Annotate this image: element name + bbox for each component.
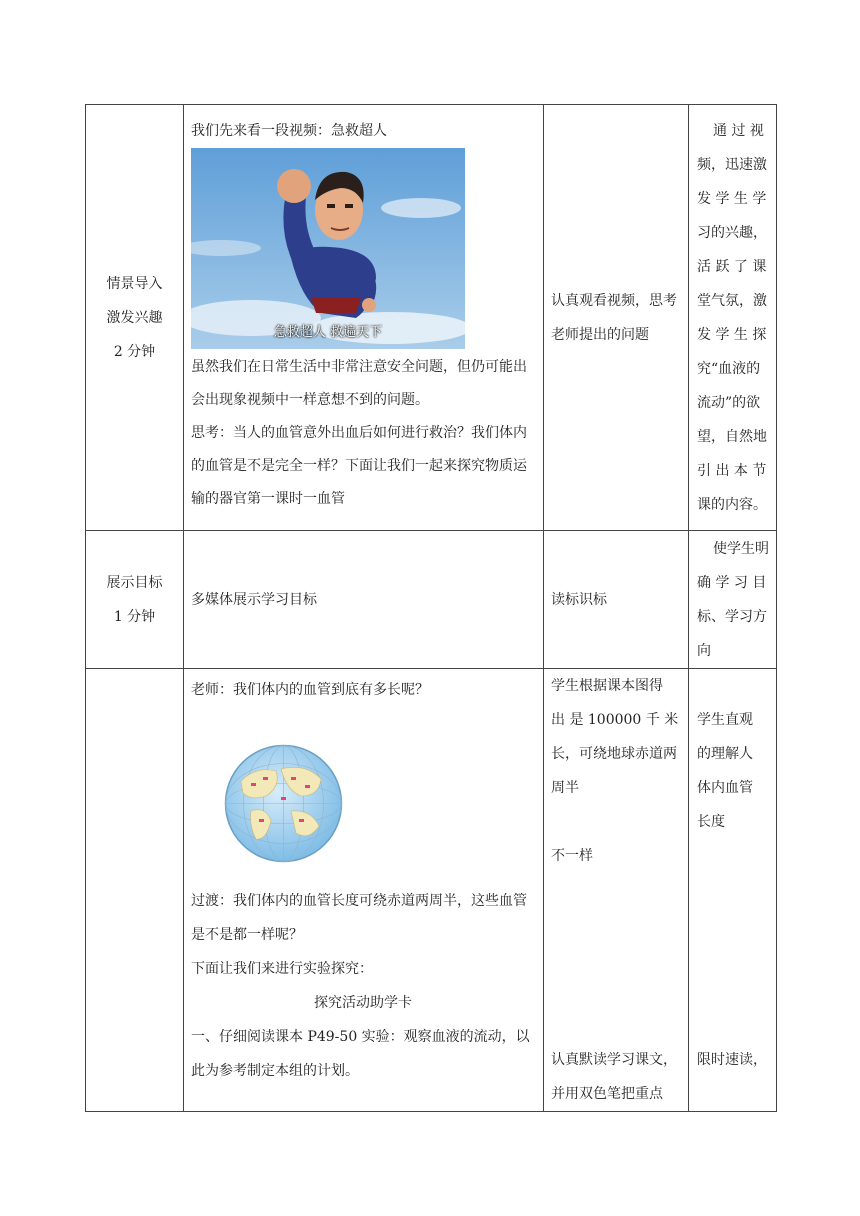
content-text: 虽然我们在日常生活中非常注意安全问题，但仍可能出会出现象视频中一样意想不到的问题。: [191, 359, 527, 408]
design-cell: [689, 105, 777, 531]
student-text: 并用双色笔把重点: [551, 1086, 663, 1102]
student-text: 认真默读学习课文，: [551, 1052, 677, 1068]
image-caption: 急救超人 救遍天下: [273, 325, 383, 340]
globe-image: [221, 741, 346, 866]
design-text: 流动”的欲: [697, 394, 761, 411]
design-text: 堂气氛，激: [697, 292, 767, 309]
stage-time: 2 分钟: [113, 343, 156, 360]
design-text: 课的内容。: [697, 496, 767, 513]
design-text: 体内血管: [697, 780, 753, 796]
design-text: 向: [697, 642, 711, 659]
design-text: 通 过 视: [713, 122, 764, 139]
content-text: 我们先来看一段视频：急救超人: [191, 123, 387, 139]
content-text: 老师：我们体内的血管到底有多长呢？: [191, 682, 429, 698]
design-text: 望，自然地: [697, 428, 767, 445]
content-text: 过渡：我们体内的血管长度可绕赤道两周半，这些血管是不是都一样呢？: [191, 893, 527, 943]
design-text: 习的兴趣，: [697, 224, 767, 241]
content-cell: [184, 105, 544, 531]
design-text: 频，迅速激: [697, 156, 767, 173]
design-text: 使学生明: [713, 540, 769, 557]
design-text: 究“血液的: [697, 360, 761, 377]
lesson-plan-table: [85, 104, 777, 1112]
table-row: [86, 105, 777, 531]
design-text: 标、学习方: [697, 608, 767, 625]
student-text: 读标识标: [551, 591, 607, 608]
table-row: [86, 669, 777, 1112]
stage-time: 1 分钟: [113, 608, 156, 625]
design-text: 引 出 本 节: [697, 462, 767, 479]
student-text: 周半: [551, 780, 579, 796]
design-text: 限时速读，: [697, 1052, 767, 1068]
content-text: 多媒体展示学习目标: [191, 591, 317, 608]
design-text: 发 学 生 学: [697, 190, 767, 207]
stage-text: 激发兴趣: [106, 309, 163, 326]
content-text: 思考：当人的血管意外出血后如何进行救治？我们体内的血管是不是完全一样？下面让我们一起来探究物质运输的器官第一课时一血管: [191, 425, 527, 507]
superhero-video-image: [191, 148, 465, 349]
design-text: 发 学 生 探: [697, 326, 767, 343]
design-text: 长度: [697, 814, 725, 830]
stage-text: 展示目标: [106, 574, 163, 591]
design-text: 学生直观: [697, 712, 753, 728]
design-cell: [689, 669, 777, 1112]
design-text: 确 学 习 目: [697, 574, 767, 591]
activity-card-title: 探究活动助学卡: [314, 995, 412, 1011]
student-cell: [544, 105, 689, 531]
stage-text: 情景导入: [106, 275, 163, 292]
content-text: 一、仔细阅读课本 P49-50 实验：观察血液的流动，以此为参考制定本组的计划。: [191, 1029, 530, 1079]
student-text: 出 是 100000 千 米: [551, 712, 679, 728]
design-text: 活 跃 了 课: [697, 258, 767, 275]
student-text: 长，可绕地球赤道两: [551, 746, 677, 762]
stage-cell: [86, 105, 184, 531]
student-cell: [544, 669, 689, 1112]
stage-cell: [86, 669, 184, 1112]
content-cell: [184, 669, 544, 1112]
student-text: 学生根据课本图得: [551, 678, 663, 694]
student-cell: [544, 531, 689, 669]
student-text: 老师提出的问题: [551, 326, 649, 343]
student-text: 不一样: [551, 848, 593, 864]
design-cell: [689, 531, 777, 669]
stage-cell: [86, 531, 184, 669]
student-text: 认真观看视频，思考: [551, 292, 677, 309]
table-row: [86, 531, 777, 669]
content-cell: [184, 531, 544, 669]
design-text: 的理解人: [697, 746, 753, 762]
content-text: 下面让我们来进行实验探究：: [191, 961, 373, 977]
